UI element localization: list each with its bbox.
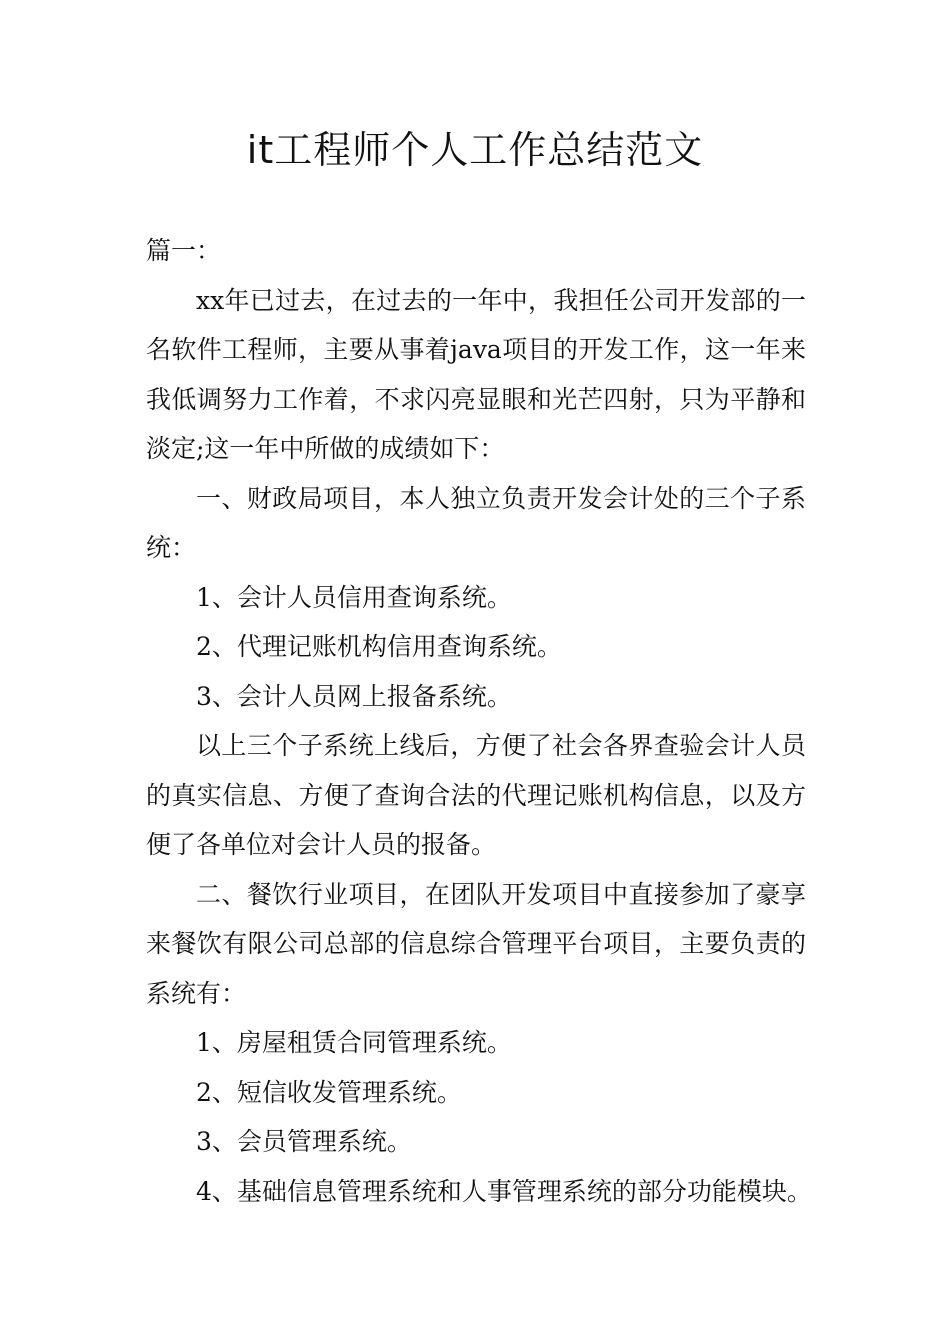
document-title: it工程师个人工作总结范文 xyxy=(246,128,704,172)
paragraph: xx年已过去，在过去的一年中，我担任公司开发部的一名软件工程师，主要从事着java项目的开发工作，这一年来我低调努力工作着，不求闪亮显眼和光芒四射，只为平静和淡定;这一年中所做的成绩如下： xyxy=(146,285,806,463)
paragraph: 二、餐饮行业项目，在团队开发项目中直接参加了豪享来餐饮有限公司总部的信息综合管理平台项目，主要负责的系统有： xyxy=(146,879,806,1008)
list-item: 1、会计人员信用查询系统。 xyxy=(196,582,512,612)
paragraph: 一、财政局项目，本人独立负责开发会计处的三个子系统： xyxy=(146,483,806,562)
list-item: 2、代理记账机构信用查询系统。 xyxy=(196,632,562,661)
list-item: 2、短信收发管理系统。 xyxy=(196,1077,462,1107)
list-item: 4、基础信息管理系统和人事管理系统的部分功能模块。 xyxy=(196,1176,812,1206)
paragraph: 以上三个子系统上线后，方便了社会各界查验会计人员的真实信息、方便了查询合法的代理记账机构信息，以及方便了各单位对会计人员的报备。 xyxy=(146,731,806,859)
list-item: 3、会计人员网上报备系统。 xyxy=(196,681,512,711)
list-item: 3、会员管理系统。 xyxy=(196,1127,412,1156)
list-item: 1、房屋租赁合同管理系统。 xyxy=(196,1028,512,1057)
document-body xyxy=(146,226,812,1216)
section-heading: 篇一： xyxy=(146,236,222,265)
